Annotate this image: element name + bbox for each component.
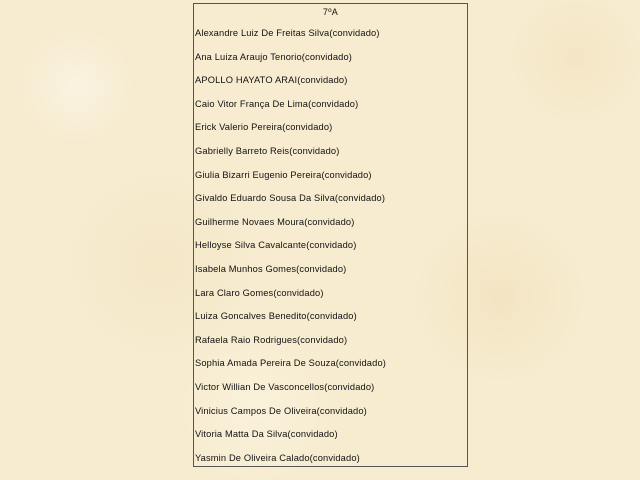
student-name: Isabela Munhos Gomes(convidado) bbox=[195, 264, 347, 274]
student-name: Giulia Bizarri Eugenio Pereira(convidado) bbox=[195, 169, 372, 180]
student-name: Gabrielly Barreto Reis(convidado) bbox=[195, 146, 340, 156]
student-name: Vitoria Matta Da Silva(convidado) bbox=[195, 429, 338, 440]
student-name: Guilherme Novaes Moura(convidado) bbox=[195, 216, 355, 227]
student-name: Caio Vitor França De Lima(convidado) bbox=[195, 98, 359, 109]
student-name: Lara Claro Gomes(convidado) bbox=[195, 287, 324, 298]
class-roster-box bbox=[193, 3, 468, 467]
student-name: Victor Willian De Vasconcellos(convidado) bbox=[195, 382, 375, 392]
student-name: Yasmin De Oliveira Calado(convidado) bbox=[195, 452, 360, 463]
student-name: APOLLO HAYATO ARAI(convidado) bbox=[195, 75, 348, 86]
class-title: 7ºA bbox=[322, 7, 339, 17]
student-name: Ana Luiza Araujo Tenorio(convidado) bbox=[195, 51, 353, 62]
student-name: Sophia Amada Pereira De Souza(convidado) bbox=[195, 358, 387, 369]
student-name: Luiza Goncalves Benedito(convidado) bbox=[195, 311, 357, 322]
student-name: Givaldo Eduardo Sousa Da Silva(convidado) bbox=[195, 193, 386, 204]
student-name: Helloyse Silva Cavalcante(convidado) bbox=[195, 240, 357, 251]
student-name: Rafaela Raio Rodrigues(convidado) bbox=[195, 334, 348, 345]
student-name: Vinicius Campos De Oliveira(convidado) bbox=[195, 405, 367, 416]
student-name: Erick Valerio Pereira(convidado) bbox=[195, 122, 333, 133]
student-name: Alexandre Luiz De Freitas Silva(convidado) bbox=[195, 28, 380, 38]
